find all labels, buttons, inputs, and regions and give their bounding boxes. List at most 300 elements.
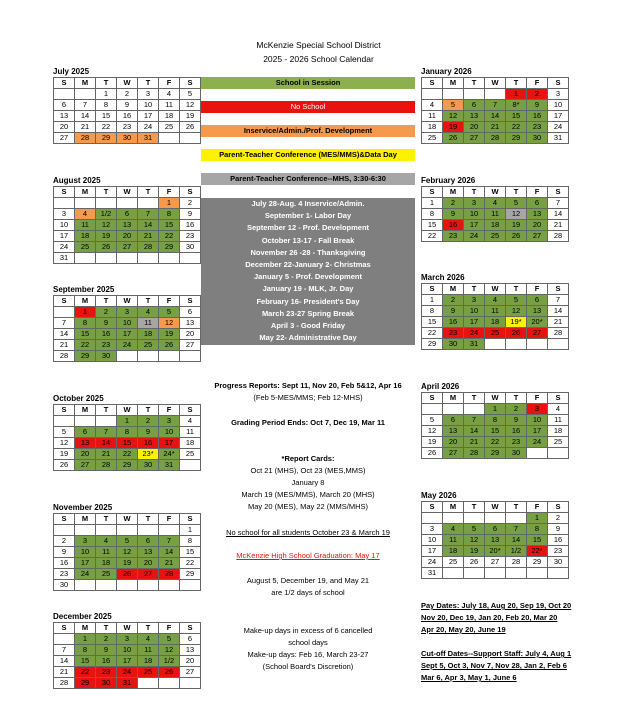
day-cell: 12 (506, 209, 527, 220)
week-row (422, 535, 569, 546)
weekday-label: T (506, 284, 527, 295)
empty-day-cell (180, 460, 201, 471)
week-row (54, 460, 201, 471)
day-cell: 17 (159, 438, 180, 449)
weekday-label: T (464, 284, 485, 295)
day-cell: 11 (138, 645, 159, 656)
day-cell: 4 (548, 404, 569, 415)
week-row (422, 111, 569, 122)
day-cell: 27 (464, 133, 485, 144)
day-cell: 14 (138, 220, 159, 231)
weekday-label: S (180, 623, 201, 634)
weekday-label: W (117, 623, 138, 634)
month-grid-dec (53, 622, 201, 689)
week-row (54, 340, 201, 351)
week-row (422, 122, 569, 133)
empty-day-cell (54, 89, 75, 100)
day-cell: 8 (75, 318, 96, 329)
day-cell: 30 (117, 133, 138, 144)
day-cell: 31 (138, 133, 159, 144)
day-cell: 23* (138, 449, 159, 460)
progress-reports: Progress Reports: Sept 11, Nov 20, Feb 5&12, Apr 16 (214, 381, 402, 390)
event-item: September 12 - Prof. Development (246, 223, 370, 233)
day-cell: 31 (422, 568, 443, 579)
day-cell: 24 (75, 569, 96, 580)
day-cell: 23 (506, 437, 527, 448)
pay-dates-line: Nov 20, Dec 19, Jan 20, Feb 20, Mar 20 (421, 613, 558, 622)
day-cell: 2 (117, 89, 138, 100)
day-cell: 30 (96, 351, 117, 362)
week-row (54, 536, 201, 547)
empty-day-cell (548, 339, 569, 350)
weekday-label: T (506, 187, 527, 198)
week-row (422, 437, 569, 448)
empty-day-cell (54, 634, 75, 645)
weekday-label: S (548, 502, 569, 513)
weekday-label: T (96, 514, 117, 525)
day-cell: 1 (75, 307, 96, 318)
month-title-may: May 2026 (421, 491, 457, 500)
day-cell: 20 (180, 329, 201, 340)
week-row (54, 198, 201, 209)
day-cell: 29 (180, 569, 201, 580)
month-title-aug: August 2025 (53, 176, 101, 185)
empty-day-cell (138, 351, 159, 362)
weekday-label: W (485, 78, 506, 89)
day-cell: 1 (422, 295, 443, 306)
weekday-label: T (96, 78, 117, 89)
day-cell: 13 (464, 111, 485, 122)
weekday-label: T (138, 78, 159, 89)
day-cell: 30 (506, 448, 527, 459)
weekday-label: F (159, 623, 180, 634)
weekday-header-row (54, 514, 201, 525)
day-cell: 4 (96, 536, 117, 547)
weekday-label: S (548, 284, 569, 295)
day-cell: 5 (54, 427, 75, 438)
empty-day-cell (485, 89, 506, 100)
day-cell: 16 (527, 111, 548, 122)
empty-day-cell (527, 339, 548, 350)
week-row (422, 295, 569, 306)
empty-day-cell (159, 525, 180, 536)
day-cell: 30 (180, 242, 201, 253)
day-cell: 27 (117, 242, 138, 253)
weekday-label: T (96, 296, 117, 307)
weekday-label: T (464, 78, 485, 89)
weekday-label: S (54, 296, 75, 307)
day-cell: 15 (117, 438, 138, 449)
day-cell: 30 (96, 678, 117, 689)
day-cell: 1 (506, 89, 527, 100)
day-cell: 21 (485, 122, 506, 133)
week-row (422, 415, 569, 426)
event-item: February 16- President's Day (256, 296, 360, 306)
day-cell: 3 (527, 404, 548, 415)
day-cell: 24 (422, 557, 443, 568)
day-cell: 7 (548, 198, 569, 209)
day-cell: 28 (159, 569, 180, 580)
day-cell: 18 (485, 317, 506, 328)
day-cell: 21 (54, 340, 75, 351)
day-cell: 22 (117, 449, 138, 460)
empty-day-cell (117, 351, 138, 362)
day-cell: 21 (159, 558, 180, 569)
day-cell: 17 (75, 558, 96, 569)
month-title-nov: November 2025 (53, 503, 113, 512)
weekday-label: T (138, 187, 159, 198)
weekday-label: M (443, 78, 464, 89)
weekday-label: W (485, 502, 506, 513)
day-cell: 11 (422, 111, 443, 122)
day-cell: 10 (464, 306, 485, 317)
event-item: July 28-Aug. 4 Inservice/Admin. (251, 199, 365, 208)
day-cell: 17 (117, 656, 138, 667)
empty-day-cell (96, 525, 117, 536)
empty-day-cell (117, 253, 138, 264)
day-cell: 12 (506, 306, 527, 317)
weekday-header-row (422, 502, 569, 513)
day-cell: 12 (159, 645, 180, 656)
day-cell: 15 (75, 329, 96, 340)
day-cell: 5 (159, 307, 180, 318)
empty-day-cell (138, 198, 159, 209)
empty-day-cell (96, 198, 117, 209)
day-cell: 18 (548, 426, 569, 437)
week-row (422, 404, 569, 415)
day-cell: 29 (75, 678, 96, 689)
day-cell: 26 (506, 328, 527, 339)
day-cell: 27 (138, 569, 159, 580)
day-cell: 13 (443, 426, 464, 437)
month-title-mar: March 2026 (421, 273, 465, 282)
day-cell: 3 (464, 198, 485, 209)
weekday-label: W (117, 296, 138, 307)
day-cell: 10 (527, 415, 548, 426)
day-cell: 31 (464, 339, 485, 350)
day-cell: 26 (443, 133, 464, 144)
day-cell: 18 (159, 111, 180, 122)
week-row (54, 133, 201, 144)
empty-day-cell (485, 568, 506, 579)
empty-day-cell (506, 513, 527, 524)
day-cell: 3 (159, 416, 180, 427)
day-cell: 27 (443, 448, 464, 459)
day-cell: 4 (138, 307, 159, 318)
weekday-label: W (117, 187, 138, 198)
event-item: April 3 - Good Friday (270, 320, 346, 330)
legend-no-school: No School (201, 101, 415, 113)
week-row (54, 329, 201, 340)
week-row (422, 557, 569, 568)
day-cell: 28 (54, 678, 75, 689)
day-cell: 3 (422, 524, 443, 535)
no-school-note: No school for all students October 23 & March 19 (226, 528, 390, 537)
week-row (422, 198, 569, 209)
weekday-label: S (422, 284, 443, 295)
day-cell: 11 (485, 209, 506, 220)
day-cell: 22 (180, 558, 201, 569)
day-cell: 11 (138, 318, 159, 329)
day-cell: 4 (485, 198, 506, 209)
day-cell: 16 (180, 220, 201, 231)
day-cell: 22 (422, 231, 443, 242)
report-cards-line: May 20 (MES), May 22 (MMS/MHS) (247, 502, 368, 511)
weekday-label: T (464, 502, 485, 513)
day-cell: 23 (96, 340, 117, 351)
day-cell: 21 (548, 317, 569, 328)
empty-day-cell (117, 525, 138, 536)
week-row (422, 546, 569, 557)
weekday-label: M (75, 623, 96, 634)
weekday-header-row (54, 78, 201, 89)
weekday-label: T (96, 187, 117, 198)
weekday-label: S (548, 78, 569, 89)
weekday-label: S (422, 393, 443, 404)
day-cell: 30 (548, 557, 569, 568)
empty-day-cell (54, 307, 75, 318)
day-cell: 13 (485, 535, 506, 546)
day-cell: 4 (159, 89, 180, 100)
week-row (54, 558, 201, 569)
day-cell: 19 (159, 329, 180, 340)
weekday-label: S (422, 502, 443, 513)
empty-day-cell (75, 89, 96, 100)
day-cell: 12 (96, 220, 117, 231)
empty-day-cell (464, 568, 485, 579)
day-cell: 23 (443, 231, 464, 242)
day-cell: 19* (506, 317, 527, 328)
week-row (422, 100, 569, 111)
weekday-label: S (180, 78, 201, 89)
day-cell: 25 (548, 437, 569, 448)
weekday-label: S (54, 514, 75, 525)
day-cell: 8* (506, 100, 527, 111)
day-cell: 10 (117, 318, 138, 329)
day-cell: 19 (506, 220, 527, 231)
weekday-label: M (443, 393, 464, 404)
day-cell: 19 (96, 231, 117, 242)
day-cell: 5 (506, 198, 527, 209)
day-cell: 20 (443, 437, 464, 448)
day-cell: 1 (180, 525, 201, 536)
day-cell: 27 (485, 557, 506, 568)
day-cell: 8 (485, 415, 506, 426)
day-cell: 17 (464, 317, 485, 328)
day-cell: 5 (464, 524, 485, 535)
day-cell: 12 (54, 438, 75, 449)
events-list (201, 198, 415, 345)
day-cell: 25 (138, 340, 159, 351)
day-cell: 24 (54, 242, 75, 253)
week-row (54, 525, 201, 536)
day-cell: 27 (75, 460, 96, 471)
weekday-label: M (443, 284, 464, 295)
month-title-sep: September 2025 (53, 285, 115, 294)
day-cell: 23 (54, 569, 75, 580)
weekday-label: W (485, 187, 506, 198)
day-cell: 2 (180, 198, 201, 209)
event-item: November 26 -28 - Thanksgiving (250, 247, 366, 257)
weekday-label: M (75, 78, 96, 89)
day-cell: 22 (422, 328, 443, 339)
event-item: September 1- Labor Day (264, 211, 352, 221)
day-cell: 11 (75, 220, 96, 231)
day-cell: 28 (548, 328, 569, 339)
day-cell: 28 (138, 242, 159, 253)
weekday-header-row (422, 284, 569, 295)
pay-dates-line: Pay Dates: July 18, Aug 20, Sep 19, Oct 20 (421, 601, 572, 610)
makeup-note: Make-up days in excess of 6 cancelled (243, 626, 373, 635)
day-cell: 13 (527, 209, 548, 220)
weekday-label: F (159, 296, 180, 307)
weekday-header-row (54, 296, 201, 307)
weekday-label: S (180, 514, 201, 525)
day-cell: 23 (117, 122, 138, 133)
week-row (422, 306, 569, 317)
day-cell: 7 (75, 100, 96, 111)
day-cell: 21 (54, 667, 75, 678)
empty-day-cell (75, 580, 96, 591)
day-cell: 16 (96, 656, 117, 667)
day-cell: 16 (117, 111, 138, 122)
event-item: January 19 - MLK, Jr. Day (262, 284, 354, 294)
day-cell: 25 (96, 569, 117, 580)
day-cell: 8 (159, 209, 180, 220)
graduation-note: McKenzie High School Graduation: May 17 (236, 551, 380, 560)
day-cell: 13 (75, 438, 96, 449)
weekday-label: F (527, 393, 548, 404)
day-cell: 1 (485, 404, 506, 415)
day-cell: 16 (96, 329, 117, 340)
day-cell: 16 (138, 438, 159, 449)
event-item: October 13-17 - Fall Break (261, 235, 355, 245)
day-cell: 8 (422, 209, 443, 220)
weekday-label: S (422, 187, 443, 198)
empty-day-cell (422, 89, 443, 100)
empty-day-cell (75, 525, 96, 536)
day-cell: 12 (180, 100, 201, 111)
day-cell: 25 (180, 449, 201, 460)
empty-day-cell (117, 198, 138, 209)
week-row (54, 416, 201, 427)
day-cell: 29 (527, 557, 548, 568)
day-cell: 14 (75, 111, 96, 122)
day-cell: 23 (443, 328, 464, 339)
week-row (54, 634, 201, 645)
month-grid-sep (53, 295, 201, 362)
weekday-label: M (443, 502, 464, 513)
day-cell: 9 (443, 306, 464, 317)
day-cell: 7 (54, 318, 75, 329)
day-cell: 11 (159, 100, 180, 111)
day-cell: 20* (485, 546, 506, 557)
day-cell: 29 (422, 339, 443, 350)
week-row (54, 307, 201, 318)
day-cell: 23 (96, 667, 117, 678)
day-cell: 1 (422, 198, 443, 209)
day-cell: 23 (527, 122, 548, 133)
day-cell: 15 (506, 111, 527, 122)
day-cell: 24 (464, 231, 485, 242)
empty-day-cell (443, 89, 464, 100)
month-grid-feb (421, 186, 569, 242)
day-cell: 19 (422, 437, 443, 448)
weekday-label: T (464, 393, 485, 404)
day-cell: 6 (527, 198, 548, 209)
day-cell: 3 (548, 89, 569, 100)
week-row (54, 100, 201, 111)
day-cell: 26 (96, 242, 117, 253)
day-cell: 6 (117, 209, 138, 220)
week-row (422, 220, 569, 231)
makeup-note: school days (288, 638, 328, 647)
day-cell: 3 (54, 209, 75, 220)
day-cell: 5 (117, 536, 138, 547)
empty-day-cell (506, 339, 527, 350)
day-cell: 20 (464, 122, 485, 133)
empty-day-cell (75, 253, 96, 264)
month-grid-apr (421, 392, 569, 459)
weekday-label: T (96, 405, 117, 416)
empty-day-cell (485, 339, 506, 350)
day-cell: 26 (422, 448, 443, 459)
report-cards-line: Oct 21 (MHS), Oct 23 (MES,MMS) (250, 466, 366, 475)
day-cell: 3 (75, 536, 96, 547)
day-cell: 5 (443, 100, 464, 111)
weekday-header-row (422, 393, 569, 404)
empty-day-cell (54, 525, 75, 536)
day-cell: 16 (54, 558, 75, 569)
day-cell: 7 (548, 295, 569, 306)
day-cell: 7 (485, 100, 506, 111)
day-cell: 15 (422, 220, 443, 231)
day-cell: 9 (96, 645, 117, 656)
day-cell: 30 (443, 339, 464, 350)
day-cell: 17 (138, 111, 159, 122)
week-row (54, 89, 201, 100)
day-cell: 15 (180, 547, 201, 558)
day-cell: 17 (548, 111, 569, 122)
empty-day-cell (159, 351, 180, 362)
weekday-label: S (548, 393, 569, 404)
day-cell: 20 (117, 231, 138, 242)
week-row (422, 133, 569, 144)
empty-day-cell (464, 513, 485, 524)
day-cell: 26 (54, 460, 75, 471)
day-cell: 16 (548, 535, 569, 546)
day-cell: 20 (138, 558, 159, 569)
weekday-label: M (75, 514, 96, 525)
month-title-jan: January 2026 (421, 67, 472, 76)
day-cell: 13 (180, 645, 201, 656)
weekday-label: T (138, 514, 159, 525)
event-item: May 22- Administrative Day (259, 333, 357, 343)
week-row (54, 253, 201, 264)
week-row (54, 220, 201, 231)
day-cell: 27 (54, 133, 75, 144)
day-cell: 4 (485, 295, 506, 306)
month-grid-oct (53, 404, 201, 471)
empty-day-cell (422, 513, 443, 524)
day-cell: 8 (117, 427, 138, 438)
day-cell: 17 (117, 329, 138, 340)
day-cell: 20 (54, 122, 75, 133)
day-cell: 1 (159, 198, 180, 209)
day-cell: 18 (138, 329, 159, 340)
empty-day-cell (180, 678, 201, 689)
day-cell: 15 (96, 111, 117, 122)
